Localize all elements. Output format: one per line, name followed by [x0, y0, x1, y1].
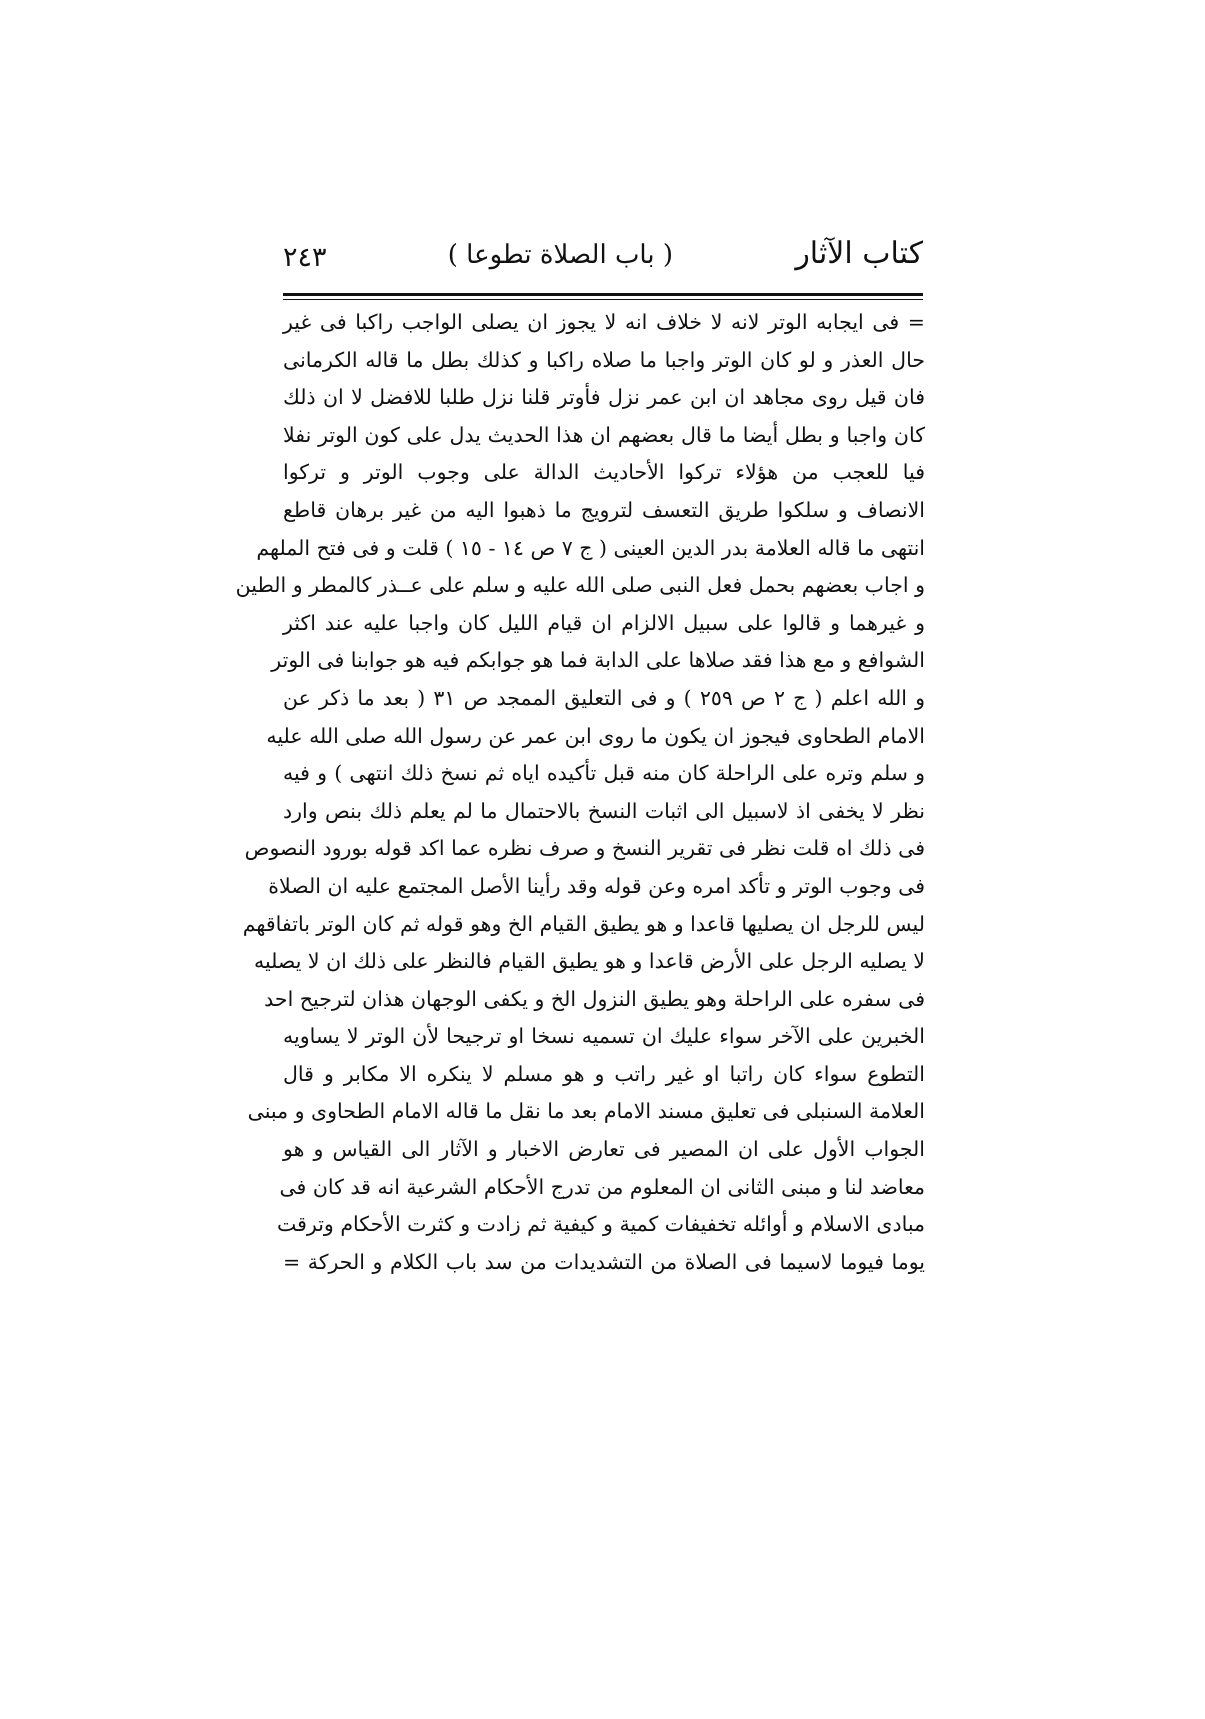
text-line: انتهى ما قاله العلامة بدر الدين العينى ( ج ٧ ص ١٤ - ١٥ ) قلت و فى فتح الملهم: [256, 535, 925, 560]
text-line: الامام الطحاوى فيجوز ان يكون ما روى ابن عمر عن رسول الله صلى الله عليه: [266, 723, 925, 748]
text-line: الجواب الأول على ان المصير فى تعارض الاخبار و الآثار الى القياس و هو: [283, 1137, 925, 1162]
text-line: الخبرين على الآخر سواء عليك ان تسميه نسخا او ترجيحا لأن الوتر لا يساويه: [283, 1024, 925, 1049]
section-title: ( باب الصلاة تطوعا ): [447, 240, 673, 270]
text-line: العلامة السنبلى فى تعليق مسند الامام بعد ما نقل ما قاله الامام الطحاوى و مبنى: [247, 1099, 925, 1124]
text-line: يوما فيوما لاسيما فى الصلاة من التشديدات من سد باب الكلام و الحركة =: [283, 1249, 925, 1274]
text-line: و اجاب بعضهم بحمل فعل النبى صلى الله عليه و سلم على عــذر كالمطر و الطين: [235, 573, 925, 598]
text-line: نظر لا يخفى اذ لاسبيل الى اثبات النسخ بالاحتمال ما لم يعلم ذلك بنص وارد: [283, 798, 925, 823]
text-line: التطوع سواء كان راتبا او غير راتب و هو مسلم لا ينكره الا مكابر و قال: [283, 1061, 925, 1086]
text-line: و الله اعلم ( ج ٢ ص ٢٥٩ ) و فى التعليق الممجد ص ٣١ ( بعد ما ذكر عن: [283, 685, 925, 710]
page-header: [283, 236, 923, 286]
body-text: [235, 304, 925, 1281]
text-line: مبادى الاسلام و أوائله تخفيفات كمية و كيفية ثم زادت و كثرت الأحكام وترقت: [276, 1212, 925, 1237]
header-rule-thick: [283, 293, 923, 296]
text-line: و سلم وتره على الراحلة كان منه قبل تأكيده اياه ثم نسخ ذلك انتهى ) و فيه: [283, 761, 925, 786]
text-line: لا يصليه الرجل على الأرض قاعدا و هو يطيق القيام فالنظر على ذلك ان لا يصليه: [253, 949, 925, 974]
text-line: ليس للرجل ان يصليها قاعدا و هو يطيق القيام الخ وهو قوله ثم كان الوتر باتفاقهم: [242, 911, 925, 936]
text-line: = فى ايجابه الوتر لانه لا خلاف انه لا يجوز ان يصلى الواجب راكبا فى غير: [283, 310, 925, 334]
text-line: فى سفره على الراحلة وهو يطيق النزول الخ و يكفى الوجهان هذان لترجيح احد: [264, 986, 925, 1011]
text-line: فيا للعجب من هؤلاء تركوا الأحاديث الدالة على وجوب الوتر و تركوا: [283, 460, 925, 485]
header-rule-thin: [283, 299, 923, 300]
text-line: فى ذلك اه قلت نظر فى تقرير النسخ و صرف نظره عما اكد قوله بورود النصوص: [244, 836, 925, 861]
text-line: فى وجوب الوتر و تأكد امره وعن قوله وقد رأينا الأصل المجتمع عليه ان الصلاة: [268, 873, 925, 898]
page-number: ٢٤٣: [283, 242, 327, 273]
text-line: كان واجبا و بطل أيضا ما قال بعضهم ان هذا الحديث يدل على كون الوتر نفلا: [283, 422, 925, 447]
text-line: معاضد لنا و مبنى الثانى ان المعلوم من تدرج الأحكام الشرعية انه قد كان فى: [279, 1174, 925, 1199]
book-title: كتاب الآثار: [795, 236, 923, 271]
text-line: الانصاف و سلكوا طريق التعسف لترويج ما ذهبوا اليه من غير برهان قاطع: [283, 497, 925, 522]
text-line: فان قيل روى مجاهد ان ابن عمر نزل فأوتر قلنا نزل طلبا للافضل لا ان ذلك: [283, 385, 925, 410]
text-line: الشوافع و مع هذا فقد صلاها على الدابة فما هو جوابكم فيه هو جوابنا فى الوتر: [271, 648, 925, 673]
text-line: و غيرهما و قالوا على سبيل الالزام ان قيام الليل كان واجبا عليه عند اكثر: [283, 610, 925, 635]
text-line: حال العذر و لو كان الوتر واجبا ما صلاه راكبا و كذلك بطل ما قاله الكرمانى: [283, 347, 925, 372]
